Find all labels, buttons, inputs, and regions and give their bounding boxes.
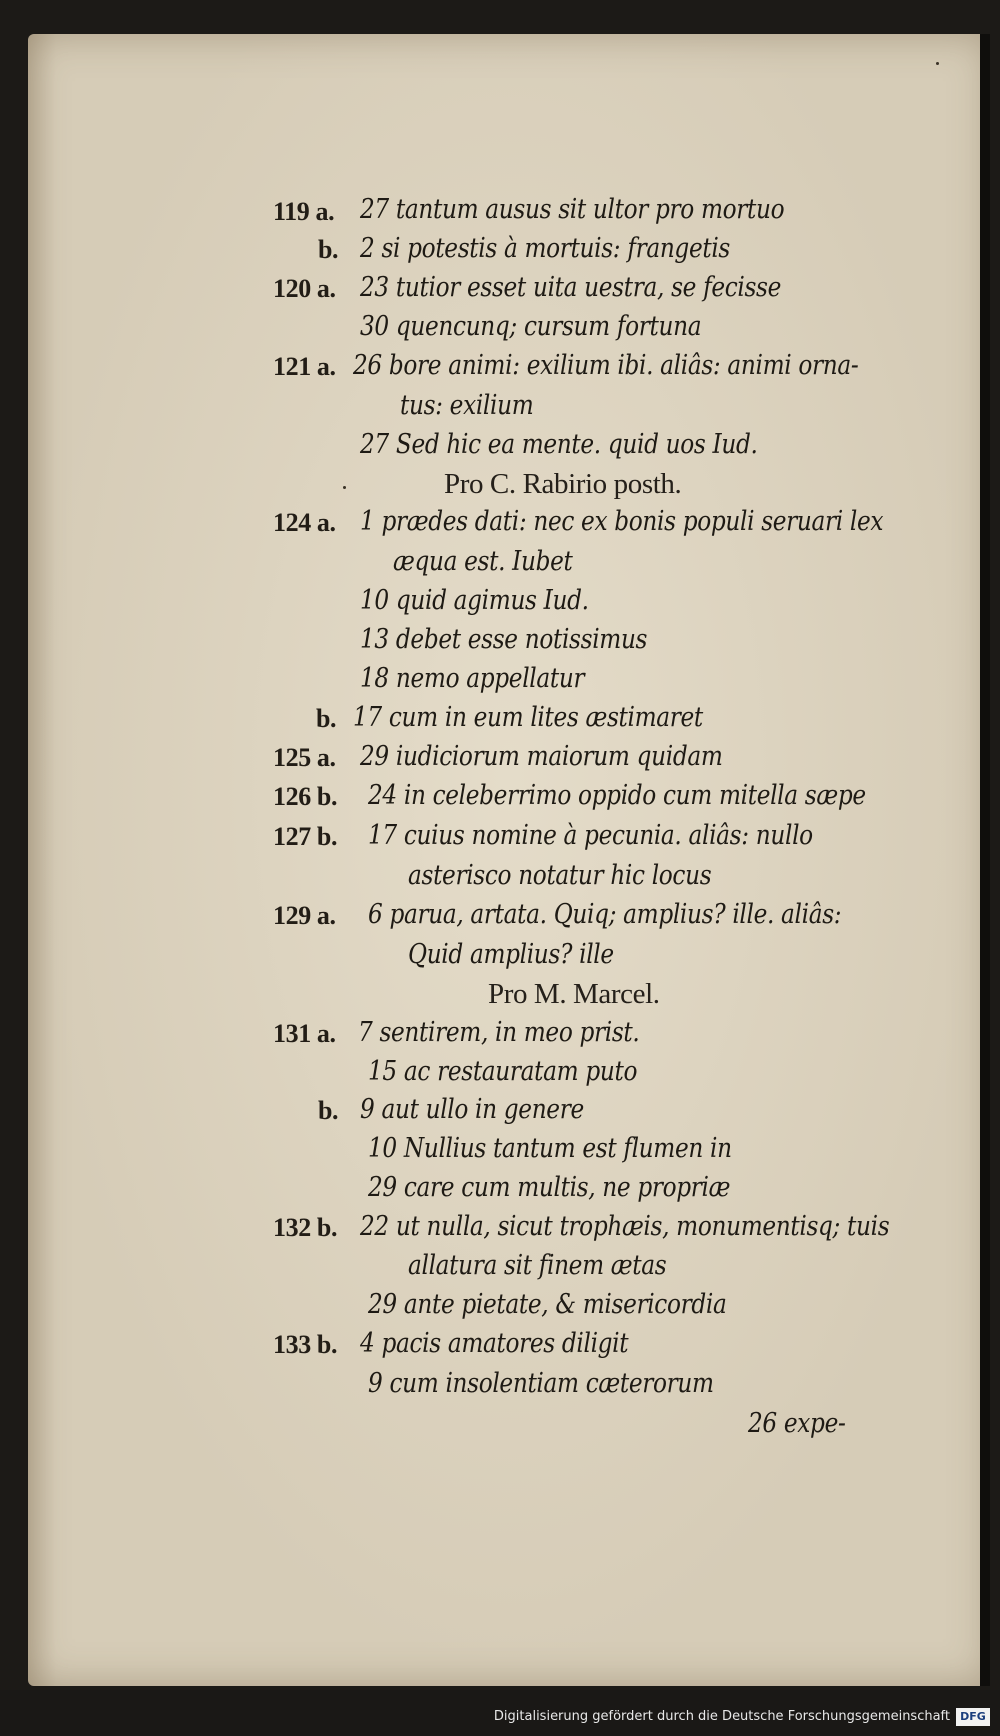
errata-line-text xyxy=(400,390,555,421)
errata-text: 2 si potestis à mortuis: frangetis xyxy=(360,233,731,264)
catchword xyxy=(748,1408,861,1439)
errata-text: 4 pacis amatores diligit xyxy=(360,1328,629,1359)
errata-line-text xyxy=(393,546,602,577)
errata-text: tus: exilium xyxy=(400,390,534,421)
errata-line-text xyxy=(360,272,850,303)
errata-text: 23 tutior esset uita uestra, se fecisse xyxy=(360,272,782,303)
errata-line-text xyxy=(408,860,761,891)
section-heading: Pro C. Rabirio posth. xyxy=(444,468,682,500)
errata-line-text xyxy=(353,702,760,733)
errata-line-text xyxy=(368,1056,681,1087)
errata-line-text xyxy=(360,585,626,616)
errata-text: Quid amplius? ille xyxy=(408,939,614,970)
errata-line-text xyxy=(360,1211,975,1242)
errata-text: 6 parua, artata. Quiq; amplius? ille. aliâs: xyxy=(368,899,842,930)
page-reference: b. xyxy=(318,1096,339,1125)
dfg-logo-icon: DFG xyxy=(956,1708,990,1726)
page-reference: 121 a. xyxy=(273,352,336,381)
errata-text: 29 iudiciorum maiorum quidam xyxy=(360,741,723,772)
errata-line-text xyxy=(360,1328,672,1359)
page-reference: 124 a. xyxy=(273,508,336,537)
paper-speck xyxy=(936,62,939,65)
errata-text: 29 ante pietate, & misericordia xyxy=(368,1289,727,1320)
errata-text: 17 cuius nomine à pecunia. aliâs: nullo xyxy=(368,820,813,851)
errata-line xyxy=(273,743,336,773)
errata-line-text xyxy=(358,1017,685,1048)
errata-line-text xyxy=(368,780,947,811)
digitization-footer xyxy=(0,1690,1000,1736)
errata-text: 10 Nullius tantum est flumen in xyxy=(368,1133,732,1164)
errata-line xyxy=(273,1213,337,1243)
page-reference: 126 b. xyxy=(273,782,338,811)
errata-text: æqua est. Iubet xyxy=(393,546,573,577)
page-reference: 127 b. xyxy=(273,822,338,851)
page-reference: 120 a. xyxy=(273,274,336,303)
errata-text: allatura sit finem ætas xyxy=(408,1250,667,1281)
errata-line xyxy=(273,197,334,227)
page-reference: b. xyxy=(316,704,337,733)
errata-text: 7 sentirem, in meo prist. xyxy=(358,1017,640,1048)
errata-line xyxy=(273,1019,336,1049)
book-page xyxy=(28,34,990,1686)
errata-text: 27 Sed hic ea mente. quid uos Iud. xyxy=(360,429,758,460)
errata-text: 10 quid agimus Iud. xyxy=(360,585,589,616)
errata-line-text xyxy=(408,1250,708,1281)
errata-line-text xyxy=(360,311,757,342)
oration-heading xyxy=(444,468,681,501)
page-reference: b. xyxy=(318,235,339,264)
errata-line xyxy=(318,1096,338,1126)
errata-line xyxy=(273,1330,337,1360)
errata-line xyxy=(316,704,336,734)
page-reference: 119 a. xyxy=(273,197,335,226)
errata-line-text xyxy=(368,1289,785,1320)
errata-line-text xyxy=(360,506,968,537)
errata-line-text xyxy=(368,1368,770,1399)
errata-line xyxy=(273,508,336,538)
errata-line-text xyxy=(360,663,621,694)
errata-line xyxy=(273,822,337,852)
funding-credit: Digitalisierung gefördert durch die Deutsche Forschungsgemeinschaft xyxy=(493,1709,950,1724)
paper-speck xyxy=(343,486,346,489)
errata-line-text xyxy=(360,429,822,460)
errata-line-text xyxy=(353,350,941,381)
errata-line xyxy=(273,352,336,382)
errata-text: 27 tantum ausus sit ultor pro mortuo xyxy=(360,194,785,225)
errata-text: 26 bore animi: exilium ibi. aliâs: animi orna- xyxy=(353,350,859,381)
errata-line-text xyxy=(360,194,853,225)
errata-line-text xyxy=(368,820,885,851)
page-reference: 125 a. xyxy=(273,743,336,772)
errata-line xyxy=(273,782,337,812)
errata-line-text xyxy=(360,624,694,655)
errata-line-text xyxy=(368,1172,789,1203)
errata-text: 29 care cum multis, ne propriæ xyxy=(368,1172,731,1203)
errata-line-text xyxy=(368,899,918,930)
errata-line-text xyxy=(408,939,647,970)
errata-text: 9 aut ullo in genere xyxy=(360,1094,584,1125)
errata-text: 9 cum insolentiam cæterorum xyxy=(368,1368,714,1399)
errata-text: 13 debet esse notissimus xyxy=(360,624,648,655)
catchword-text: 26 expe- xyxy=(748,1408,846,1439)
section-heading: Pro M. Marcel. xyxy=(488,978,660,1010)
errata-line-text xyxy=(368,1133,791,1164)
errata-text: 18 nemo appellatur xyxy=(360,663,585,694)
errata-text: 17 cum in eum lites æstimaret xyxy=(353,702,703,733)
errata-line xyxy=(273,901,336,931)
errata-text: asterisco notatur hic locus xyxy=(408,860,712,891)
errata-line-text xyxy=(360,741,782,772)
page-reference: 133 b. xyxy=(273,1330,338,1359)
errata-line-text xyxy=(360,1094,620,1125)
errata-text: 15 ac restauratam puto xyxy=(368,1056,638,1087)
errata-text: 30 quencunq; cursum fortuna xyxy=(360,311,702,342)
errata-line-text xyxy=(360,233,790,264)
oration-heading xyxy=(488,978,660,1011)
page-reference: 131 a. xyxy=(273,1019,336,1048)
page-edge-shadow xyxy=(980,34,990,1686)
page-reference: 132 b. xyxy=(273,1213,338,1242)
errata-line xyxy=(273,274,336,304)
page-reference: 129 a. xyxy=(273,901,336,930)
errata-text: 22 ut nulla, sicut trophæis, monumentisq; tuis xyxy=(360,1211,890,1242)
errata-text: 1 prædes dati: nec ex bonis populi seruari lex xyxy=(360,506,884,537)
errata-line xyxy=(318,235,338,265)
errata-text: 24 in celeberrimo oppido cum mitella sæpe xyxy=(368,780,866,811)
